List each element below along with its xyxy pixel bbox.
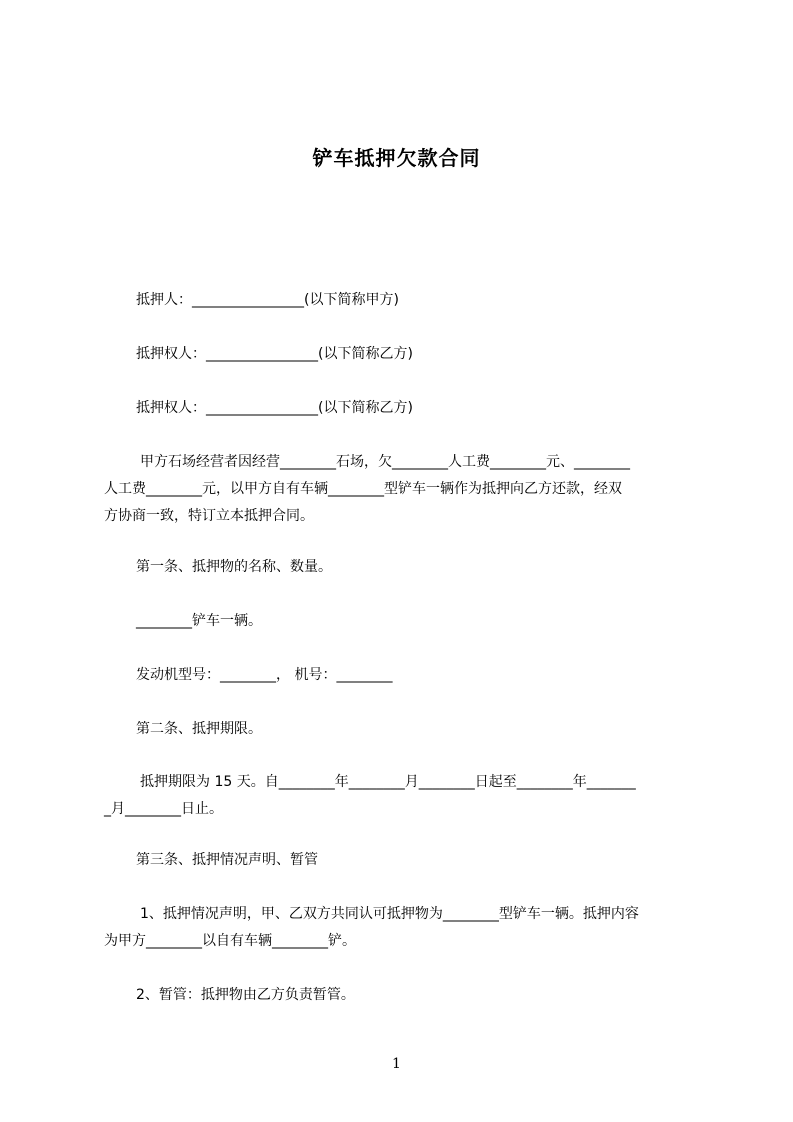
custody-line: 2、暂管：抵押物由乙方负责暂管。 [136, 987, 355, 1003]
term-line-2: _月________日止。 [104, 801, 223, 817]
page-number: 1 [392, 1056, 401, 1072]
pledgee-line-2: 抵押权人：________________(以下简称乙方) [136, 400, 413, 416]
pledgor-line: 抵押人：________________(以下简称甲方) [136, 292, 399, 308]
term-line-1: 抵押期限为 15 天。自________年________月________日起至________年_______ [140, 774, 636, 790]
pledgee-line-1: 抵押权人：________________(以下简称乙方) [136, 346, 413, 362]
preamble-line-3: 方协商一致，特订立本抵押合同。 [104, 508, 314, 524]
preamble-line-2: 人工费________元，以甲方自有车辆________型铲车一辆作为抵押向乙方还款，经双 [104, 481, 622, 497]
document-title: 铲车抵押欠款合同 [312, 146, 481, 170]
article-3-heading: 第三条、抵押情况声明、暂管 [136, 852, 318, 868]
declaration-line-1: 1、抵押情况声明，甲、乙双方共同认可抵押物为________型铲车一辆。抵押内容 [140, 906, 639, 922]
article-1-item: ________铲车一辆。 [136, 613, 262, 629]
article-2-heading: 第二条、抵押期限。 [136, 721, 262, 737]
preamble-line-1: 甲方石场经营者因经营________石场，欠________人工费________元、________ [140, 454, 630, 470]
declaration-line-2: 为甲方________以自有车辆________铲。 [104, 933, 356, 949]
engine-model-line: 发动机型号：________， 机号：________ [136, 667, 393, 683]
article-1-heading: 第一条、抵押物的名称、数量。 [136, 559, 332, 575]
